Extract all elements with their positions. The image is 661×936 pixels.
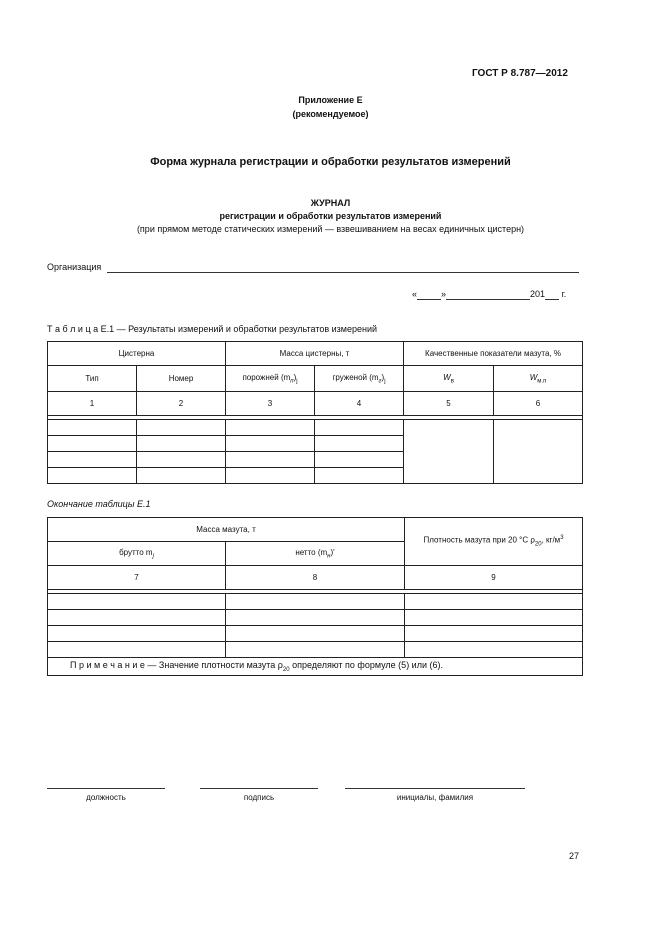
table1-num-1: 1 [48,392,137,416]
table1-num-3: 3 [226,392,315,416]
table-cell[interactable] [405,610,583,626]
journal-title: ЖУРНАЛ [310,198,351,208]
table-cell[interactable] [137,452,226,468]
table-cell[interactable] [226,642,405,658]
table2-note: П р и м е ч а н и е — Значение плотности мазута $\rho_{20}$ определяют по формуле (5) или (6). [48,658,583,676]
table1-col-water: $W_в$ [404,366,494,392]
table2-num-9: 9 [405,566,583,590]
signature-line[interactable] [200,788,318,789]
table1-col-number: Номер [137,366,226,392]
table2-col-density: Плотность мазута при 20 °С $\rho_{20}$, $кг/м^3$ [405,518,583,566]
name-label: инициалы, фамилия [396,793,474,802]
table2-num-8: 8 [226,566,405,590]
table1-num-5: 5 [404,392,494,416]
date-year-blank[interactable] [545,289,559,300]
table-cell[interactable] [137,436,226,452]
signature-label: подпись [243,793,275,802]
page-number: 27 [569,851,580,861]
table-cell[interactable] [226,436,315,452]
table1-num-4: 4 [315,392,404,416]
table-cell[interactable] [404,420,494,484]
date-month-blank[interactable] [446,289,530,300]
table-cell[interactable] [226,452,315,468]
date-year-suffix: г. [561,289,567,299]
table-cell[interactable] [315,420,404,436]
table1 [47,341,583,484]
table2-col-gross: брутто $m_j$ [48,542,226,566]
table-cell[interactable] [315,436,404,452]
table-cell[interactable] [48,452,137,468]
table-cell[interactable] [48,626,226,642]
journal-method: (при прямом методе статических измерений — взвешиванием на весах единичных цистерн) [136,224,525,234]
table-cell[interactable] [405,594,583,610]
journal-subtitle: регистрации и обработки результатов измерений [219,211,442,221]
table2 [47,517,583,676]
organization-field[interactable] [107,272,579,273]
table-cell[interactable] [226,468,315,484]
organization-label: Организация [47,262,102,272]
date-line[interactable] [412,289,566,300]
table1-col-impurities: $W_{м.п}$ [494,366,583,392]
table2-caption: Окончание таблицы Е.1 [47,499,151,509]
table1-caption: Т а б л и ц а Е.1 — Результаты измерений и обработки результатов измерений [47,324,378,334]
table-cell[interactable] [405,642,583,658]
table1-col-empty-mass: порожней $(m_п)_j$ [226,366,315,392]
table-cell[interactable] [137,468,226,484]
table-cell[interactable] [137,420,226,436]
table1-group-quality: Качественные показатели мазута, % [404,342,583,366]
table-cell[interactable] [494,420,583,484]
table1-group-tank: Цистерна [48,342,226,366]
position-signature-line[interactable] [47,788,165,789]
appendix-title: Приложение Е [298,95,363,105]
table2-col-net: нетто $(m_н)'$ [226,542,405,566]
table-cell[interactable] [48,642,226,658]
table1-group-tank-mass: Масса цистерны, т [226,342,404,366]
table-cell[interactable] [48,420,137,436]
table-cell[interactable] [315,452,404,468]
table1-col-type: Тип [48,366,137,392]
position-label: должность [86,793,126,802]
table-cell[interactable] [48,436,137,452]
table-cell[interactable] [226,626,405,642]
form-title: Форма журнала регистрации и обработки результатов измерений [150,156,511,168]
table-cell[interactable] [48,594,226,610]
table1-num-2: 2 [137,392,226,416]
table-cell[interactable] [226,610,405,626]
date-year-prefix: 201 [530,289,546,299]
table-cell[interactable] [226,594,405,610]
table-cell[interactable] [226,420,315,436]
date-close-quote: » [441,289,447,299]
table-cell[interactable] [48,610,226,626]
date-day-blank[interactable] [417,289,441,300]
date-open-quote: « [412,289,418,299]
standard-code: ГОСТ Р 8.787—2012 [472,68,568,79]
table-cell[interactable] [48,468,137,484]
table-cell[interactable] [315,468,404,484]
table1-col-loaded-mass: груженой $(m_г)_j$ [315,366,404,392]
appendix-note: (рекомендуемое) [292,109,369,119]
table-cell[interactable] [405,626,583,642]
name-signature-line[interactable] [345,788,525,789]
table2-group-fuel-mass: Масса мазута, т [48,518,405,542]
table2-num-7: 7 [48,566,226,590]
table1-num-6: 6 [494,392,583,416]
